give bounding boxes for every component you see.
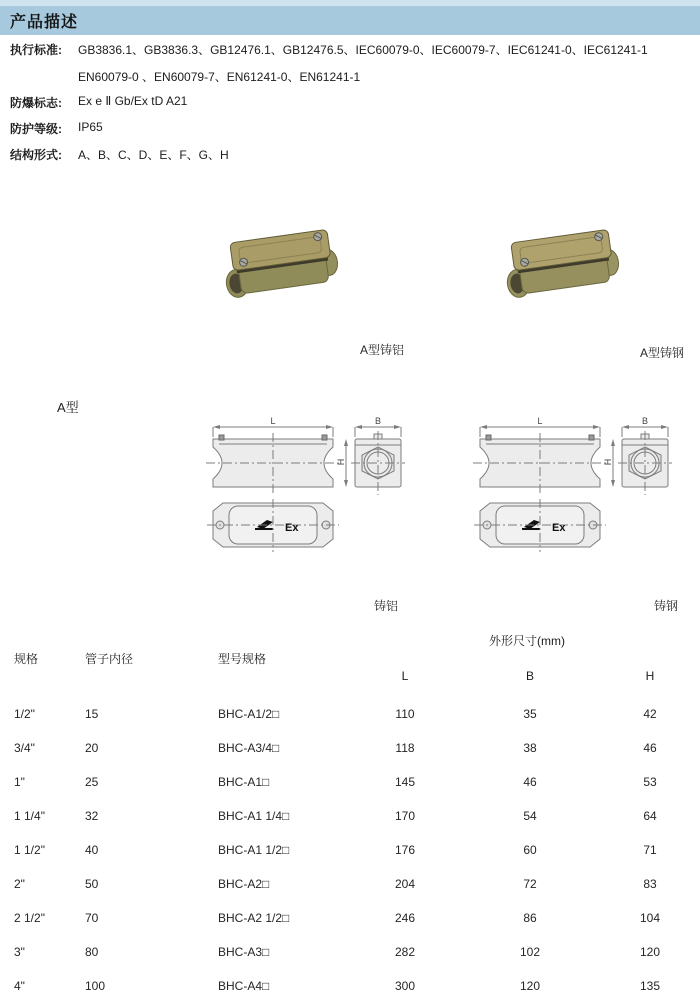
- photo-caption-cast-steel: A型铸钢: [640, 346, 685, 360]
- cell-inner-diameter: 25: [85, 775, 99, 789]
- ex-mark-label: 防爆标志:: [10, 96, 62, 110]
- cell-length: 170: [394, 809, 416, 823]
- cell-inner-diameter: 40: [85, 843, 99, 857]
- cell-inner-diameter: 20: [85, 741, 99, 755]
- cell-width: 35: [523, 707, 537, 721]
- table-row: [0, 697, 700, 731]
- cell-model: BHC-A1 1/4□: [218, 809, 290, 823]
- standards-value-line1: GB3836.1、GB3836.3、GB12476.1、GB12476.5、IEC60079-0、IEC60079-7、IEC61241-0、IEC61241-1: [78, 43, 648, 57]
- spec-table-body: [0, 697, 700, 1003]
- cell-spec: 1": [14, 775, 25, 789]
- cell-height: 83: [643, 877, 657, 891]
- cell-height: 120: [639, 945, 661, 959]
- cell-inner-diameter: 15: [85, 707, 99, 721]
- cell-inner-diameter: 32: [85, 809, 99, 823]
- dim-label-l: L: [537, 416, 543, 426]
- cell-height: 71: [643, 843, 657, 857]
- dim-label-b: B: [374, 416, 382, 426]
- dim-label-l: L: [270, 416, 276, 426]
- cell-length: 118: [395, 741, 415, 755]
- cell-model: BHC-A1□: [218, 775, 270, 789]
- cell-model: BHC-A2 1/2□: [218, 911, 290, 925]
- cell-width: 86: [523, 911, 537, 925]
- cell-width: 102: [519, 945, 541, 959]
- col-header-b: B: [525, 669, 534, 683]
- table-row: [0, 765, 700, 799]
- table-row: [0, 901, 700, 935]
- cell-width: 46: [523, 775, 537, 789]
- table-row: [0, 833, 700, 867]
- cell-model: BHC-A3□: [218, 945, 270, 959]
- col-header-model: 型号规格: [218, 652, 267, 666]
- cell-spec: 3/4": [14, 741, 35, 755]
- cell-model: BHC-A1/2□: [218, 707, 280, 721]
- cell-model: BHC-A1 1/2□: [218, 843, 290, 857]
- cell-height: 135: [639, 979, 661, 993]
- table-group-header-dimensions: 外形尺寸(mm): [489, 634, 565, 648]
- cell-model: BHC-A4□: [218, 979, 270, 993]
- cell-length: 282: [394, 945, 416, 959]
- cell-width: 38: [523, 741, 537, 755]
- cell-width: 60: [523, 843, 537, 857]
- cell-spec: 1 1/2": [14, 843, 45, 857]
- photo-caption-cast-aluminum: A型铸铝: [360, 343, 405, 357]
- cell-inner-diameter: 70: [85, 911, 99, 925]
- dim-label-b: B: [641, 416, 649, 426]
- cell-length: 145: [394, 775, 416, 789]
- cell-height: 64: [643, 809, 657, 823]
- cell-height: 46: [643, 741, 657, 755]
- cell-spec: 2 1/2": [14, 911, 45, 925]
- table-row: [0, 799, 700, 833]
- col-header-l: L: [401, 669, 409, 683]
- cell-height: 42: [643, 707, 657, 721]
- structure-label: 结构形式:: [10, 148, 62, 162]
- cell-height: 53: [643, 775, 657, 789]
- cell-height: 104: [639, 911, 661, 925]
- col-header-inner-diameter: 管子内径: [85, 652, 134, 666]
- type-a-label: A型: [57, 400, 79, 415]
- ex-marking-text: Ex: [552, 522, 566, 534]
- cell-model: BHC-A3/4□: [218, 741, 280, 755]
- cell-length: 176: [394, 843, 416, 857]
- table-row: [0, 731, 700, 765]
- technical-drawing-cast-steel: [472, 415, 672, 555]
- cell-model: BHC-A2□: [218, 877, 270, 891]
- ip-label: 防护等级:: [10, 122, 62, 136]
- cell-width: 54: [523, 809, 537, 823]
- col-header-h: H: [645, 669, 655, 683]
- standards-value-line2: EN60079-0 、EN60079-7、EN61241-0、EN61241-1: [78, 70, 361, 84]
- cell-length: 110: [395, 707, 415, 721]
- standards-label: 执行标准:: [10, 43, 62, 57]
- cell-length: 204: [394, 877, 416, 891]
- dim-label-h: H: [336, 458, 346, 466]
- product-photo-cast-steel: [503, 220, 623, 315]
- product-photo-cast-aluminum: [222, 220, 342, 315]
- cell-length: 300: [394, 979, 416, 993]
- cell-spec: 2": [14, 877, 25, 891]
- cell-inner-diameter: 100: [85, 979, 106, 993]
- table-row: [0, 935, 700, 969]
- drawing-caption-cast-aluminum: 铸铝: [374, 599, 399, 613]
- cell-spec: 1 1/4": [14, 809, 45, 823]
- ip-value: IP65: [78, 120, 103, 134]
- page-title: 产品描述: [10, 14, 79, 31]
- table-row: [0, 969, 700, 1003]
- cell-width: 120: [519, 979, 541, 993]
- section-header-bar: [0, 6, 700, 35]
- cell-spec: 1/2": [14, 707, 35, 721]
- ex-mark-value: Ex e Ⅱ Gb/Ex tD A21: [78, 94, 188, 108]
- cell-inner-diameter: 80: [85, 945, 99, 959]
- ex-marking-text: Ex: [285, 522, 299, 534]
- cell-spec: 4": [14, 979, 25, 993]
- col-header-spec: 规格: [14, 652, 39, 666]
- drawing-caption-cast-steel: 铸钢: [654, 599, 679, 613]
- cell-spec: 3": [14, 945, 25, 959]
- technical-drawing-cast-aluminum: [205, 415, 405, 555]
- structure-value: A、B、C、D、E、F、G、H: [78, 148, 229, 162]
- cell-width: 72: [523, 877, 537, 891]
- dim-label-h: H: [603, 458, 613, 466]
- table-row: [0, 867, 700, 901]
- cell-inner-diameter: 50: [85, 877, 99, 891]
- cell-length: 246: [394, 911, 416, 925]
